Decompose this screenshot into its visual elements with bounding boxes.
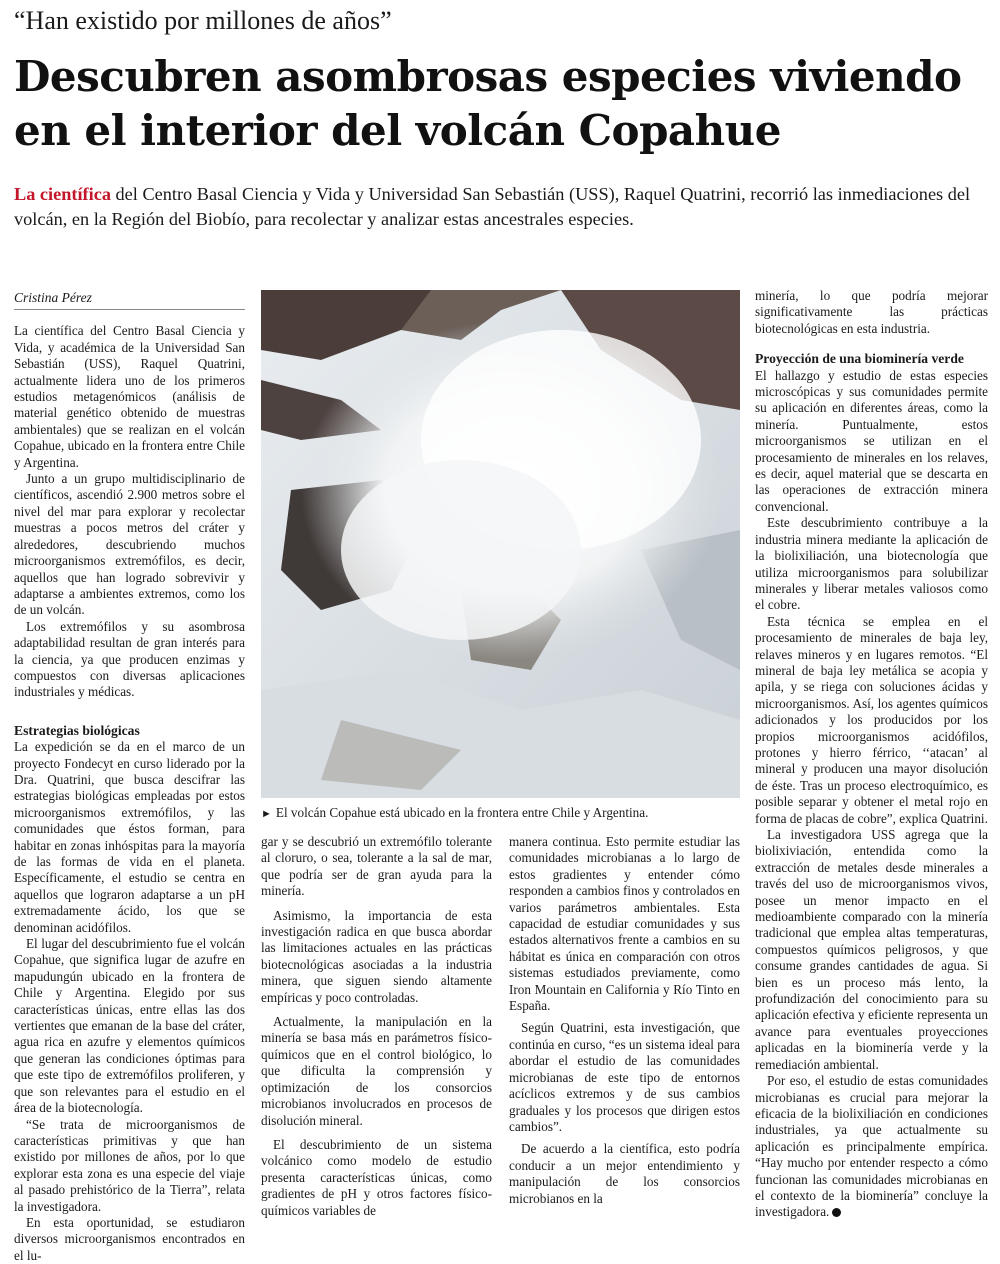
lead-paragraph <box>14 182 994 232</box>
paragraph <box>755 1073 988 1221</box>
end-mark-icon <box>832 1208 841 1217</box>
lead-highlight: La científica <box>14 184 111 204</box>
paragraph: En esta oportunidad, se estudiaron diversos microorganismos encontrados en el lu- <box>14 1214 245 1263</box>
paragraph: Asimismo, la importancia de esta investigación radica en que busca abordar las limitaciones actuales en las prácticas biotecnológicas asociadas a la industria minera, que siguen siendo altamente empíricas y poco controladas. <box>261 907 492 1005</box>
column-2 <box>261 834 492 1219</box>
headline: Descubren asombrosas especies viviendo en el interior del volcán Copahue <box>14 52 962 155</box>
column-4 <box>755 288 988 1221</box>
photo-caption <box>261 805 740 821</box>
paragraph: La expedición se da en el marco de un proyecto Fondecyt en curso liderado por la Dra. Quatrini, que busca descifrar las estrategias biológicas empleadas por estos microorganismos extremófilos, y las comunidades que éstos forman, para habitar en zonas inhóspitas para la mayoría de las formas de vida en el planeta. Específicamente, el estudio se centra en aquellos que lograron adaptarse a un pH extremadamente ácido, los que se denominan acidófilos. <box>14 739 245 935</box>
paragraph: De acuerdo a la científica, esto podría conducir a un mejor entendimiento y manipulación de los consorcios microbianos en la <box>509 1141 740 1206</box>
paragraph: El descubrimiento de un sistema volcánico como modelo de estudio presenta características únicas, como gradientes de pH y otros factores físico-químicos variables de <box>261 1136 492 1218</box>
paragraph: Este descubrimiento contribuye a la industria minera mediante la aplicación de la biolixiliación, una biotecnología que utiliza microorganismos para solubilizar minerales y liberar metales valiosos como el cobre. <box>755 515 988 613</box>
paragraph: El lugar del descubrimiento fue el volcán Copahue, que significa lugar de azufre en mapudungún ubicado en la frontera de Chile y Argentina. Elegido por sus características únicas, entre ellas las dos vertientes que emanan de la base del cráter, agua rica en azufre y elementos químicos que generan las condiciones óptimas para que este tipo de extremófilos proliferen, y que son relevantes para el estudio en el área de la biotecnología. <box>14 936 245 1116</box>
subheading-estrategias: Estrategias biológicas <box>14 722 140 738</box>
kicker: “Han existido por millones de años” <box>14 6 392 35</box>
paragraph: “Se trata de microorganismos de características primitivas y que han existido por millones de años, por lo que explorar esta zona es una especie del viaje al pasado prehistórico de la Tierra”, relata la investigadora. <box>14 1116 245 1214</box>
column-1 <box>14 290 245 1264</box>
paragraph: manera continua. Esto permite estudiar las comunidades microbianas a lo largo de estos gradientes y entender cómo responden a cambios finos y controlados en varios parámetros ambientales. Esta capacidad de estudiar comunidades y sus estados alternativos frente a cambios en su hábitat es única en comparación con otros sistemas estudiados previamente, como Iron Mountain en California y Río Tinto en España. <box>509 834 740 1014</box>
paragraph: Esta técnica se emplea en el procesamiento de minerales de baja ley, relaves mineros y en lugares remotos. “El mineral de baja ley metálica se acopia y apila, y se riega con soluciones ácidas y microorganismos. Así, los agentes químicos adicionados y los producidos por los propios microorganismos acidófilos, protones y hierro férrico, ‘‘atacan’ al mineral y producen una mayor disolución de éste. Tras un proceso electroquímico, es posible separar y obtener el metal rojo en forma de placas de cobre”, explica Quatrini. <box>755 613 988 826</box>
volcano-photo <box>261 290 740 798</box>
paragraph: Junto a un grupo multidisciplinario de científicos, ascendió 2.900 metros sobre el nivel del mar para explorar y recolectar muestras a pocos metros del cráter y alrededores, descubriendo muchos microorganismos extremófilos, es decir, aquellos que han logrado sobrevivir y adaptarse a ambientes extremos, como los de un volcán. <box>14 471 245 618</box>
column-3 <box>509 834 740 1207</box>
subheading-biomineria: Proyección de una biominería verde <box>755 351 964 367</box>
paragraph: gar y se descubrió un extremófilo tolerante al cloruro, o sea, tolerante a la sal de mar, que podría ser de gran ayuda para la minería. <box>261 834 492 899</box>
paragraph: La científica del Centro Basal Ciencia y Vida, y académica de la Universidad San Sebastián (USS), Raquel Quatrini, actualmente lidera uno de los primeros estudios metagenómicos (análisis de material genético obtenido de muestras ambientales) que se realizan en el volcán Copahue, ubicado en la frontera entre Chile y Argentina. <box>14 323 245 470</box>
caption-triangle-icon: ► <box>261 808 272 820</box>
paragraph: Actualmente, la manipulación en la minería se basa más en parámetros físico-químicos que en el control biológico, lo que dificulta la comprensión y optimización de los consorcios microbianos involucrados en procesos de disolución mineral. <box>261 1014 492 1128</box>
paragraph: La investigadora USS agrega que la biolixiviación, entendida como la extracción de metales desde minerales a través del uso de microorganismos vivos, posee un menor impacto en el medioambiente comparado con la minería tradicional que emplea altas temperaturas, compuestos químicos peligrosos, y que consume grandes cantidades de agua. Si bien es un proceso más lento, la profundización del conocimiento para su aplicación efectiva y eficiente representa un avance para eventuales proyecciones aplicadas en la biominería verde y la remediación ambiental. <box>755 827 988 1072</box>
paragraph: minería, lo que podría mejorar significativamente las prácticas biotecnológicas en esta industria. <box>755 288 988 336</box>
paragraph: Los extremófilos y su asombrosa adaptabilidad resultan de gran interés para la ciencia, ya que producen enzimas y compuestos con diversas aplicaciones industriales y médicas. <box>14 618 245 700</box>
lead-text: del Centro Basal Ciencia y Vida y Universidad San Sebastián (USS), Raquel Quatrini, recorrió las inmediaciones del volcán, en la Región del Biobío, para recolectar y analizar estas ancestrales especies. <box>14 184 971 229</box>
paragraph: El hallazgo y estudio de estas especies microscópicas y sus comunidades permite su aplicación en diferentes áreas, como la minería. Puntualmente, estos microorganismos se utilizan en el procesamiento de minerales en los relaves, es decir, aquel material que se descarta en las operaciones de extracción minera convencional. <box>755 367 988 514</box>
byline: Cristina Pérez <box>14 290 245 310</box>
caption-text: El volcán Copahue está ubicado en la frontera entre Chile y Argentina. <box>275 805 649 820</box>
final-paragraph-text: Por eso, el estudio de estas comunidades microbianas es crucial para mejorar la eficacia de la biolixiliación en condiciones industriales, ya que actualmente su aplicación es principalmente empírica. “Hay mucho por entender respecto a cómo funcionan las comunidades microbianas en el contexto de la biominería” concluye la investigadora. <box>755 1073 988 1220</box>
paragraph: Según Quatrini, esta investigación, que continúa en curso, “es un sistema ideal para abordar el estudio de las comunidades microbianas de este tipo de entornos acíclicos extremos y de sus cambios graduales y los procesos que dirigen estos cambios”. <box>509 1020 740 1134</box>
